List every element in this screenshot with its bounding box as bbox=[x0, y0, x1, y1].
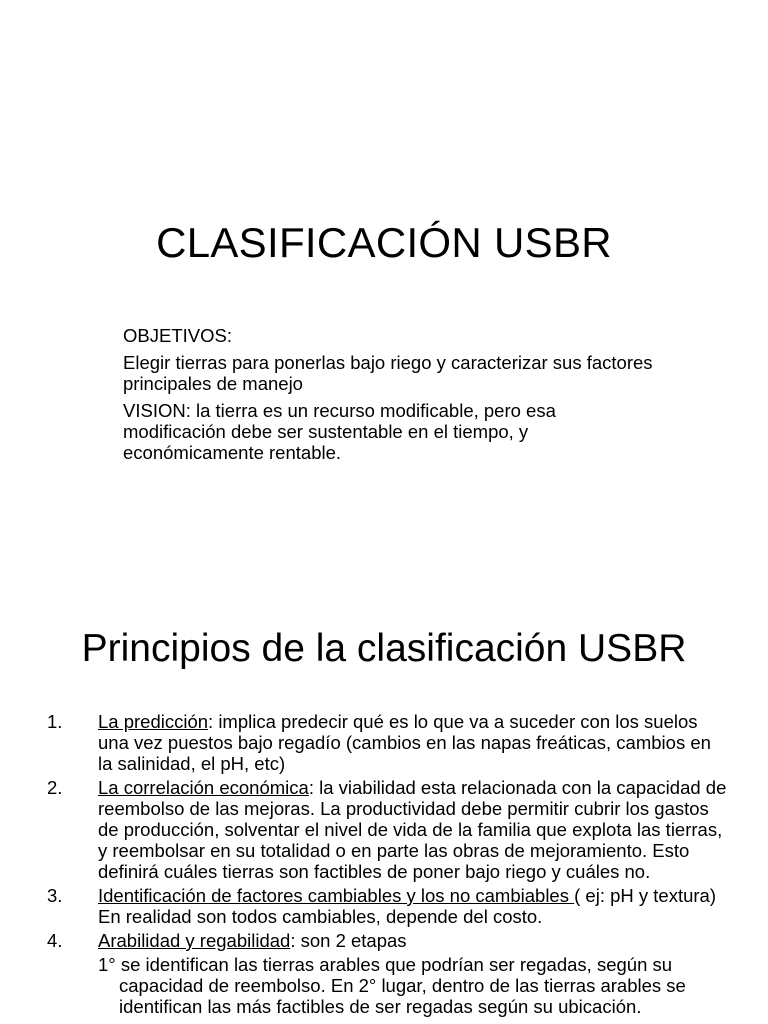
slide-1-title: CLASIFICACIÓN USBR bbox=[156, 219, 612, 266]
item-term: Identificación de factores cambiables y los no cambiables bbox=[98, 885, 575, 906]
principles-list bbox=[47, 711, 727, 1017]
slide-2-title: Principios de la clasificación USBR bbox=[81, 627, 687, 670]
objetivos-heading: OBJETIVOS: bbox=[123, 325, 232, 346]
item-text: : implica predecir qué es lo que va a suceder con los suelos una vez puestos bajo regadío (cambios en las napas freáticas, cambios en la salinidad, el pH, etc) bbox=[98, 711, 711, 774]
objetivos-text: Elegir tierras para ponerlas bajo riego y caracterizar sus factores principales de manejo bbox=[123, 352, 653, 394]
item-term: La correlación económica bbox=[98, 777, 309, 798]
item-text: : la viabilidad esta relacionada con la capacidad de reembolso de las mejoras. La productividad debe permitir cubrir los gastos de producción, solventar el nivel de vida de la familia que explota las tierras, y reembolsar en su totalidad o en parte las obras de mejoramiento. Esto definirá cuáles tierras son factibles de poner bajo riego y cuáles no. bbox=[98, 777, 727, 882]
item-number: 1. bbox=[47, 711, 63, 732]
list-item bbox=[47, 930, 727, 951]
item-text: : son 2 etapas bbox=[290, 930, 407, 951]
sub-item bbox=[47, 954, 727, 1017]
item-number: 4. bbox=[47, 930, 63, 951]
list-item bbox=[47, 711, 727, 774]
item-text: ( ej: pH y textura) En realidad son todos cambiables, depende del costo. bbox=[98, 885, 717, 927]
slide-2 bbox=[0, 576, 768, 1024]
slide-1-body bbox=[123, 325, 663, 469]
item-term: Arabilidad y regabilidad bbox=[98, 930, 291, 951]
vision-text: VISION: la tierra es un recurso modificable, pero esa modificación debe ser sustentable en el tiempo, y económicamente rentable. bbox=[123, 400, 556, 463]
sub-item-text: 1° se identifican las tierras arables que podrían ser regadas, según su capacidad de reembolso. En 2° lugar, dentro de las tierras arables se identifican las más factibles de ser regadas según su ubicación. bbox=[98, 954, 686, 1017]
item-number: 3. bbox=[47, 885, 63, 906]
list-item bbox=[47, 777, 727, 882]
list-item bbox=[47, 885, 727, 927]
item-number: 2. bbox=[47, 777, 63, 798]
item-term: La predicción bbox=[98, 711, 209, 732]
